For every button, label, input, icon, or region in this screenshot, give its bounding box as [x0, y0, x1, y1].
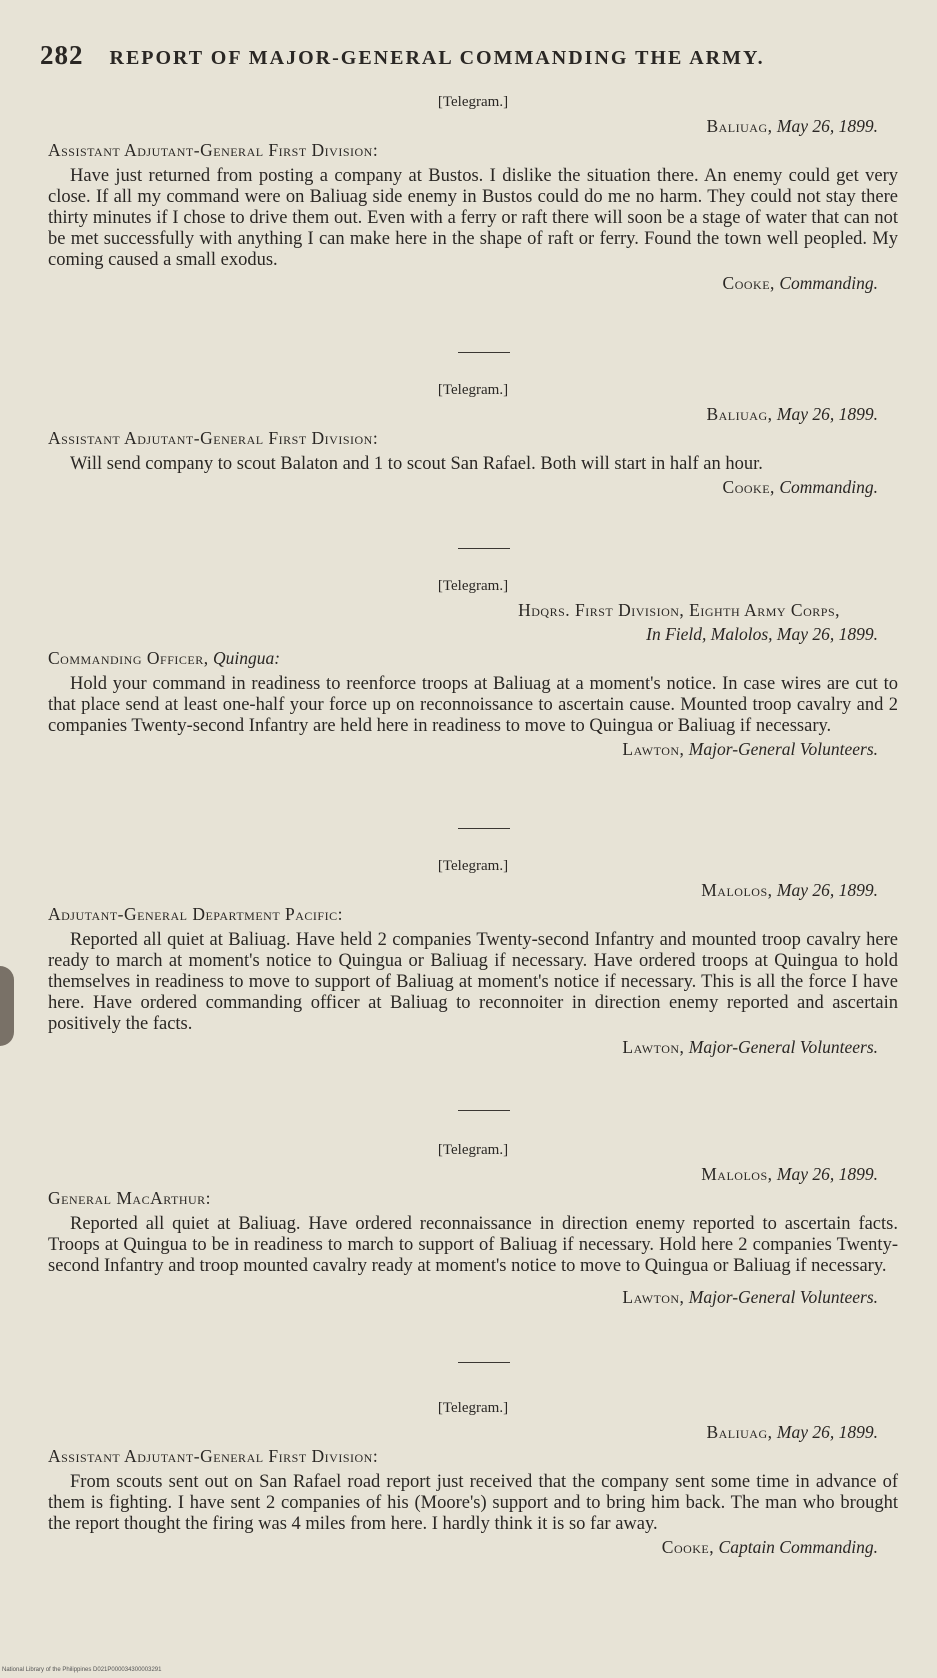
page-edge-shadow — [0, 966, 14, 1046]
addressee: Adjutant-General Department Pacific: — [48, 904, 343, 924]
running-head: REPORT OF MAJOR-GENERAL COMMANDING THE ARMY. — [109, 47, 765, 69]
signature: Cooke, Captain Commanding. — [661, 1537, 878, 1557]
dateline-2: In Field, Malolos, May 26, 1899. — [646, 624, 878, 644]
message-body: Hold your command in readiness to reenforce troops at Baliuag at a moment's notice. In case wires are cut to that place send at least one-half your force up on reconnoissance to ascertain cause. Mounted troop cavalry and 2 companies Twenty-second Infantry are held here in readiness to move to Quingua or Baliuag if necessary. — [48, 674, 898, 736]
addressee: Assistant Adjutant-General First Division: — [48, 140, 379, 160]
telegram-3 — [48, 578, 898, 760]
signature: Cooke, Commanding. — [722, 273, 878, 293]
telegram-tag: [Telegram.] — [437, 1400, 509, 1416]
signature: Cooke, Commanding. — [722, 477, 878, 497]
dateline: Baliuag, May 26, 1899. — [706, 1422, 878, 1442]
signature: Lawton, Major-General Volunteers. — [622, 739, 878, 759]
signature: Lawton, Major-General Volunteers. — [622, 1287, 878, 1307]
message-body: Will send company to scout Balaton and 1 to scout San Rafael. Both will start in half an hour. — [70, 454, 763, 474]
signature: Lawton, Major-General Volunteers. — [622, 1037, 878, 1057]
section-rule — [458, 1110, 510, 1111]
addressee: Assistant Adjutant-General First Division: — [48, 1446, 379, 1466]
scan-footer: National Library of the Philippines D021P000034300003291 — [2, 1667, 162, 1673]
addressee: Commanding Officer, Quingua: — [48, 648, 281, 668]
dateline: Malolos, May 26, 1899. — [701, 1164, 878, 1184]
section-rule — [458, 352, 510, 353]
addressee: General MacArthur: — [48, 1188, 212, 1208]
telegram-4 — [48, 858, 898, 1058]
telegram-6 — [48, 1400, 898, 1558]
dateline: Baliuag, May 26, 1899. — [706, 404, 878, 424]
telegram-1 — [48, 94, 898, 294]
dateline: Malolos, May 26, 1899. — [701, 880, 878, 900]
telegram-tag: [Telegram.] — [437, 578, 509, 594]
dateline: Hdqrs. First Division, Eighth Army Corps, — [518, 600, 840, 620]
section-rule — [458, 828, 510, 829]
message-body: Reported all quiet at Baliuag. Have held 2 companies Twenty-second Infantry and mounted troop cavalry here ready to march at moment's notice to Quingua or Baliuag if necessary. Have ordered troops at Quingua to hold themselves in readiness to move to support of Baliuag at moment's notice if necessary. This is all the force I have here. Have ordered commanding officer at Baliuag to reconnoiter in direction enemy reported and ascertain positively the facts. — [48, 930, 898, 1034]
addressee: Assistant Adjutant-General First Division: — [48, 428, 379, 448]
message-body: Have just returned from posting a company at Bustos. I dislike the situation there. An enemy could get very close. If all my command were on Baliuag side enemy in Bustos could do me no harm. They could not stay there thirty minutes if I chose to drive them out. Even with a ferry or raft there will soon be a stage of water that can not be met successfully with anything I can make here in the shape of raft or ferry. Found the town well peopled. My coming caused a small exodus. — [48, 166, 898, 270]
dateline: Baliuag, May 26, 1899. — [706, 116, 878, 136]
section-rule — [458, 548, 510, 549]
telegram-5 — [48, 1142, 898, 1308]
section-rule — [458, 1362, 510, 1363]
page-number: 282 — [40, 40, 84, 70]
telegram-tag: [Telegram.] — [437, 382, 509, 398]
telegram-tag: [Telegram.] — [437, 858, 509, 874]
message-body: From scouts sent out on San Rafael road report just received that the company sent some time in advance of them is fighting. I have sent 2 companies of his (Moore's) support and to bring him back. The man who brought the report thought the firing was 4 miles from here. I hardly think it is so far away. — [48, 1472, 898, 1534]
message-body: Reported all quiet at Baliuag. Have ordered reconnaissance in direction enemy reported to ascertain facts. Troops at Quingua to be in readiness to march to support of Baliuag if necessary. Hold here 2 companies Twenty-second Infantry and troop mounted cavalry ready at moment's notice to move to Quingua or Baliuag if necessary. — [48, 1214, 898, 1276]
telegram-tag: [Telegram.] — [437, 1142, 509, 1158]
telegram-tag: [Telegram.] — [437, 94, 509, 110]
page-header — [40, 40, 900, 80]
telegram-2 — [48, 382, 898, 498]
